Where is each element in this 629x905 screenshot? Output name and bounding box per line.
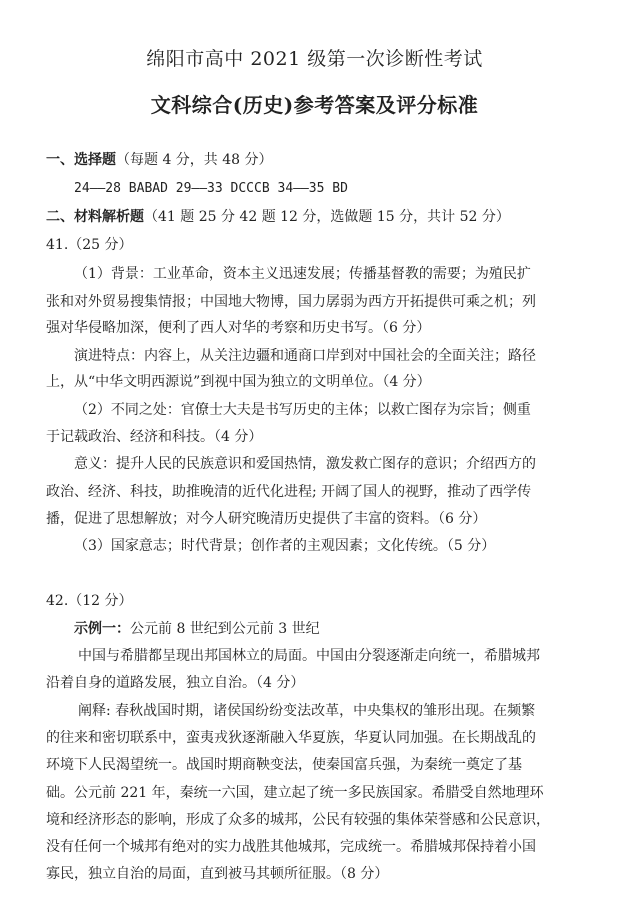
q41-line: 上，从“中华文明西源说”到视中国为独立的文明单位。（4 分）: [46, 374, 431, 390]
q42-line: 寡民，独立自治的局面，直到被马其顿所征服。（8 分）: [46, 866, 389, 882]
section2-heading: 二、材料解析题: [46, 209, 144, 225]
section1-heading: 一、选择题: [46, 152, 116, 168]
q42-line: 环境下人民渴望统一。战国时期商鞅变法，使秦国富兵强，为秦统一奠定了基: [46, 757, 522, 773]
q42-line: 的往来和密切联系中，蛮夷戎狄逐渐融入华夏族，华夏认同加强。在长期战乱的: [46, 730, 536, 746]
q42-line: 阐释: 春秋战国时期，诸侯国纷纷变法改革，中央集权的雏形出现。在频繁: [78, 703, 536, 719]
q41-line: 强对华侵略加深，便利了西人对华的考察和历史书写。（6 分）: [46, 320, 431, 336]
q41-line: 演进特点：内容上，从关注边疆和通商口岸到对中国社会的全面关注；路径: [74, 348, 536, 364]
q42-example-label: 示例一：: [74, 621, 130, 637]
choice-answers: 24——28 BABAD 29——33 DCCCB 34——35 BD: [74, 181, 348, 196]
q41-line: （2）不同之处：官僚士大夫是书写历史的主体；以救亡图存为宗旨；侧重: [74, 402, 531, 418]
q42-line: 没有任何一个城邦有绝对的实力战胜其他城邦，完成统一。希腊城邦保持着小国: [46, 839, 536, 855]
q41-line: 意义：提升人民的民族意识和爱国热情，激发救亡图存的意识；介绍西方的: [74, 456, 536, 472]
section2-note: （41 题 25 分 42 题 12 分，选做题 15 分，共计 52 分）: [144, 209, 510, 225]
section1-line: [46, 151, 273, 169]
q41-line: 播，促进了思想解放；对今人研究晚清历史提供了丰富的资料。（6 分）: [46, 511, 487, 527]
q42-example-title: 公元前 8 世纪到公元前 3 世纪: [130, 621, 320, 637]
q41-line: （3）国家意志；时代背景；创作者的主观因素；文化传统。（5 分）: [74, 538, 496, 554]
q42-line: 中国与希腊都呈现出邦国林立的局面。中国由分裂逐渐走向统一，希腊城邦: [78, 648, 540, 664]
section2-line: [46, 208, 510, 226]
section1-note: （每题 4 分，共 48 分）: [116, 152, 273, 168]
q42-line: 础。公元前 221 年，秦统一六国，建立起了统一多民族国家。希腊受自然地理环: [46, 785, 544, 801]
exam-title: 绵阳市高中 2021 级第一次诊断性考试: [146, 48, 483, 70]
q42-line: 境和经济形态的影响，形成了众多的城邦，公民有较强的集体荣誉感和公民意识，: [46, 812, 550, 828]
q41-label: 41.（25 分）: [46, 237, 133, 253]
q42-line: 沿着自身的道路发展，独立自治。（4 分）: [46, 675, 305, 691]
q41-line: （1）背景：工业革命，资本主义迅速发展；传播基督教的需要；为殖民扩: [74, 266, 531, 282]
q42-example-line: [74, 620, 320, 638]
q41-line: 张和对外贸易搜集情报；中国地大物博，国力孱弱为西方开拓提供可乘之机；列: [46, 294, 536, 310]
q41-line: 于记载政治、经济和科技。（4 分）: [46, 429, 263, 445]
answer-key-subtitle: 文科综合(历史)参考答案及评分标准: [150, 93, 479, 117]
q41-line: 政治、经济、科技，助推晚清的近代化进程; 开阔了国人的视野，推动了西学传: [46, 484, 532, 500]
q42-label: 42.（12 分）: [46, 593, 133, 609]
